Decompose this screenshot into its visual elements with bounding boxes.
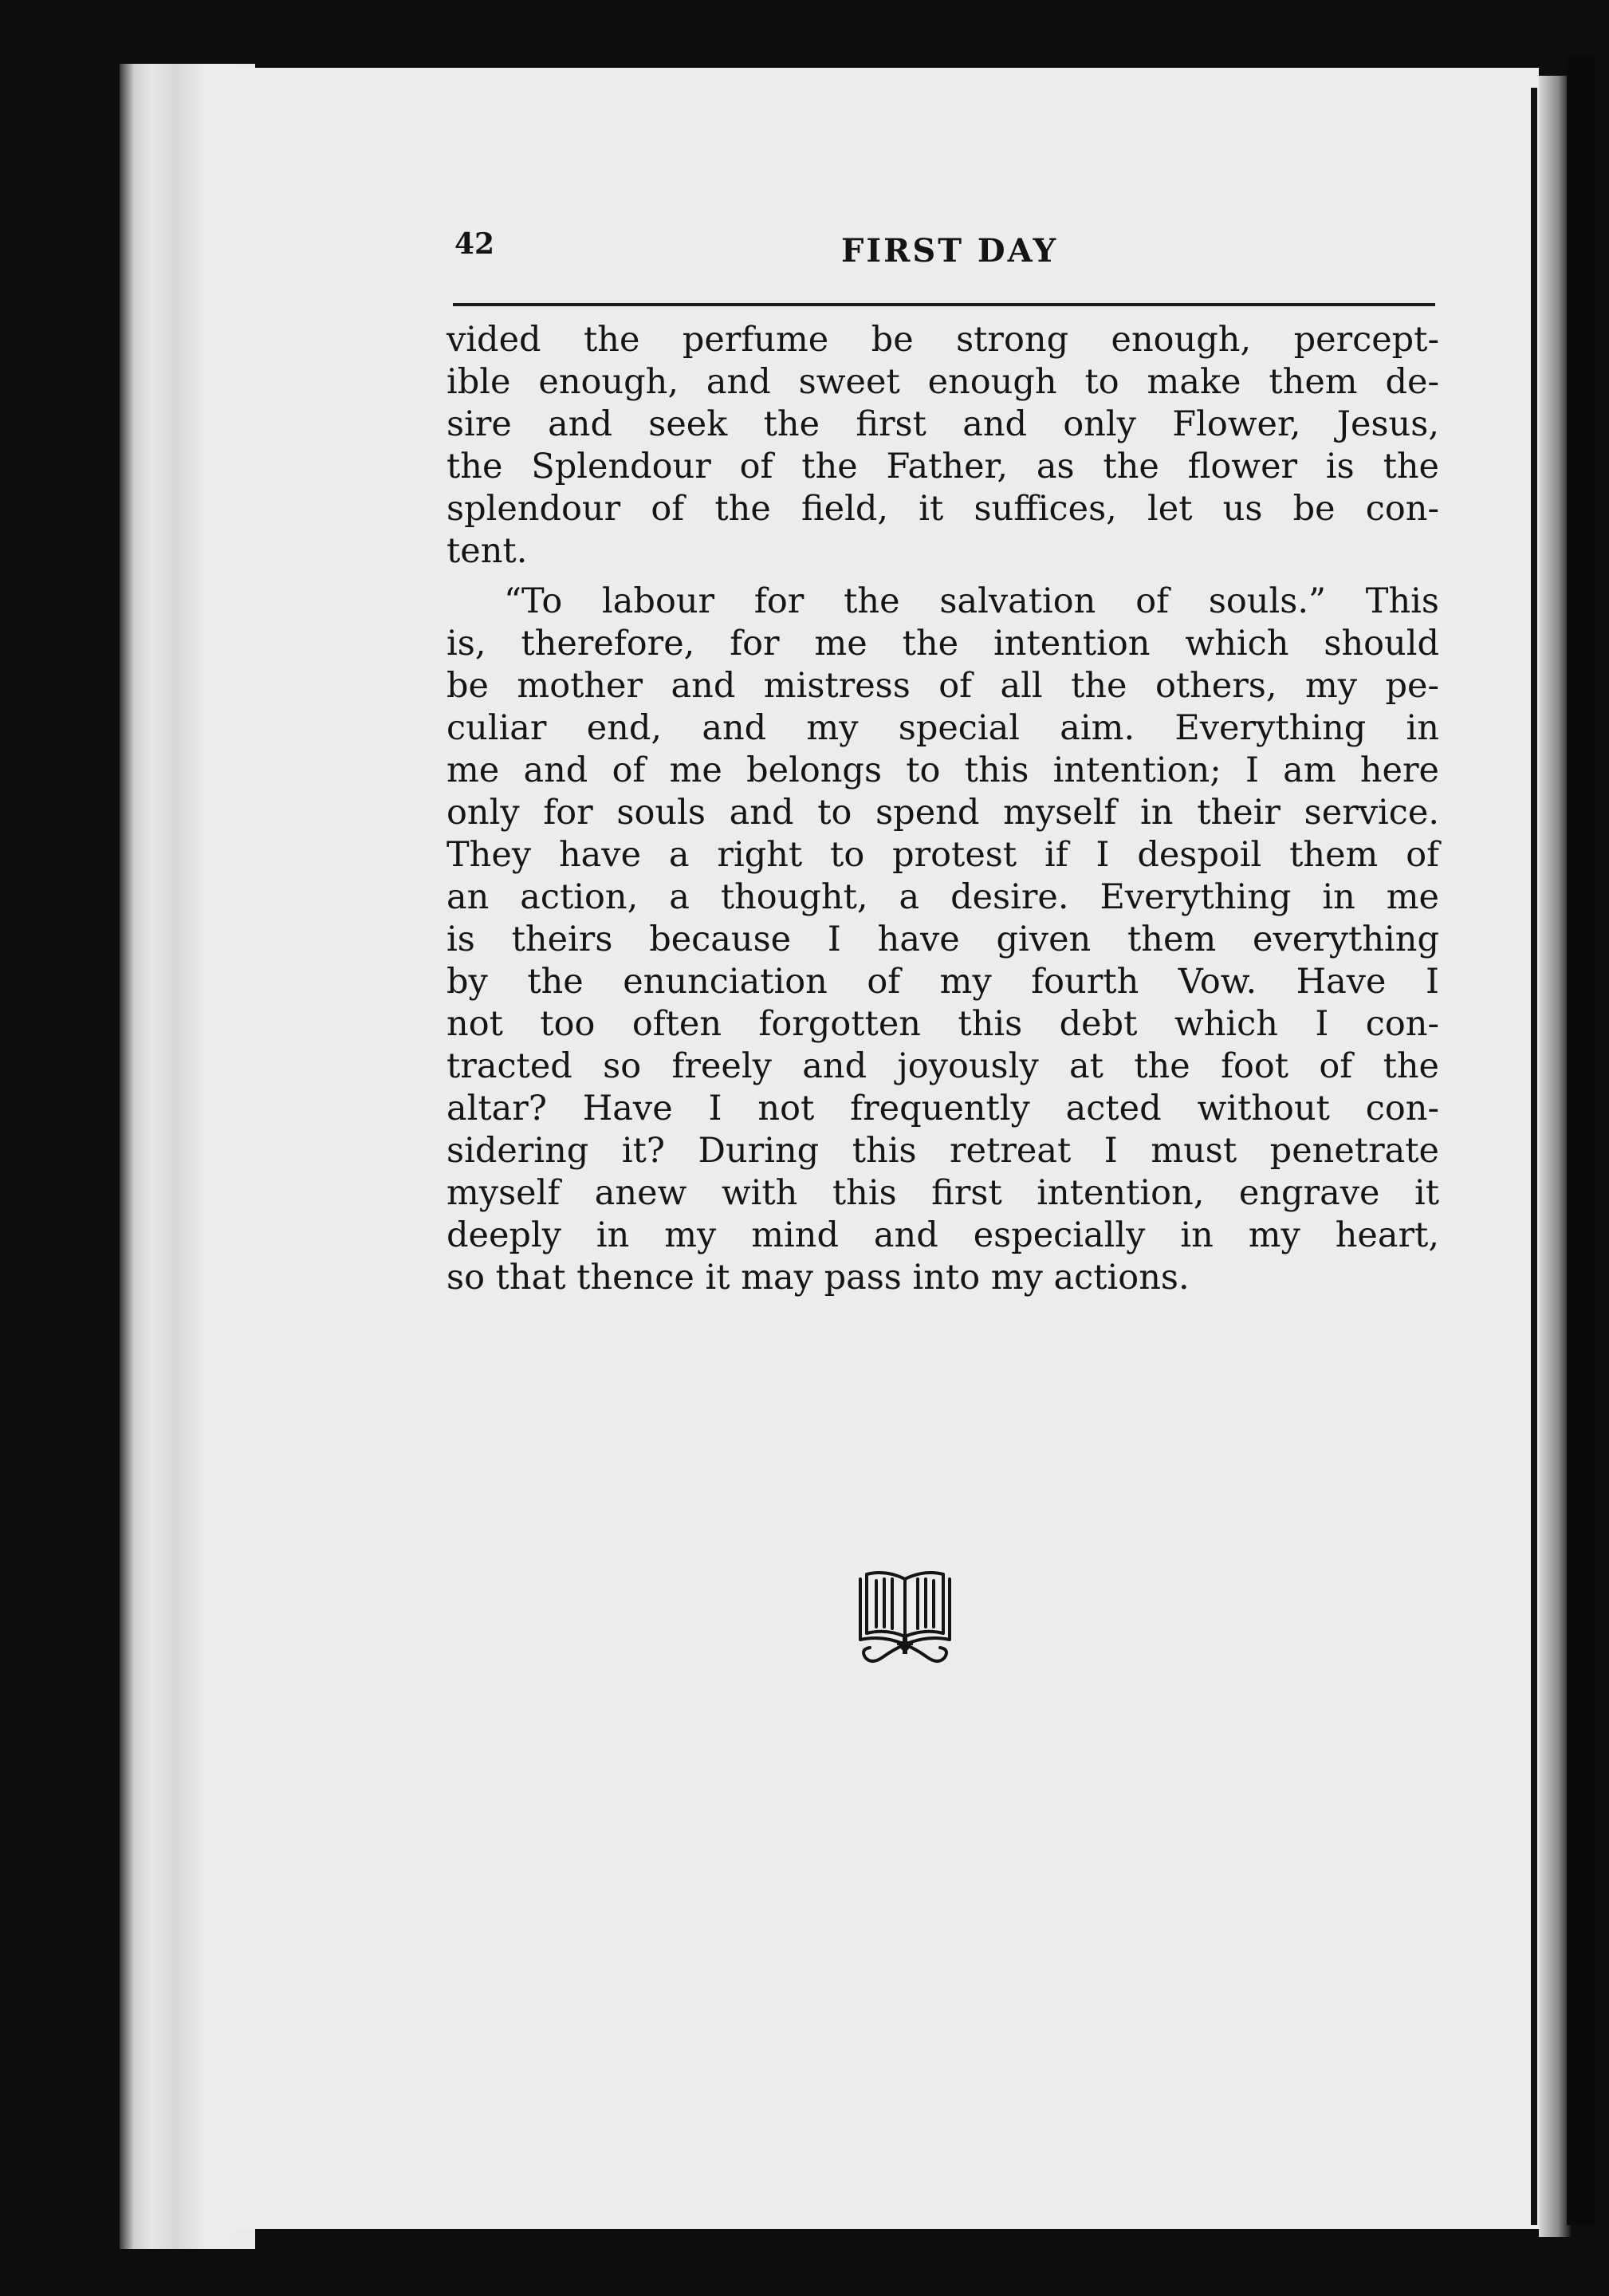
- text-line: by the enunciation of my fourth Vow. Have I: [447, 962, 1439, 1002]
- text-line: an action, a thought, a desire. Everything in me: [447, 877, 1439, 917]
- text-line: altar? Have I not frequently acted without con-: [447, 1089, 1439, 1128]
- text-line: the Splendour of the Father, as the flower is the: [447, 447, 1439, 486]
- right-shadow: [1567, 56, 1595, 2225]
- text-line: sidering it? During this retreat I must penetrate: [447, 1131, 1439, 1171]
- paragraph-2: [447, 581, 1439, 1299]
- text-line: “To labour for the salvation of souls.” This: [504, 581, 1439, 621]
- text-line: is, therefore, for me the intention which should: [447, 624, 1439, 664]
- page-number: 42: [454, 227, 495, 261]
- page-header: [454, 227, 1435, 275]
- text-line: is theirs because I have given them everything: [447, 920, 1439, 959]
- text-line: not too often forgotten this debt which I con-: [447, 1004, 1439, 1044]
- text-line: tracted so freely and joyously at the foot of the: [447, 1046, 1439, 1086]
- text-line: myself anew with this first intention, engrave it: [447, 1173, 1439, 1213]
- paragraph-1: [447, 319, 1439, 573]
- text-line: tent.: [447, 531, 528, 571]
- header-rule: [453, 303, 1435, 306]
- right-page-edge: [1539, 76, 1571, 2237]
- text-line: splendour of the field, it suffices, let us be con-: [447, 489, 1439, 529]
- text-line: They have a right to protest if I despoil them of: [447, 835, 1439, 875]
- text-line: me and of me belongs to this intention; I am here: [447, 750, 1439, 790]
- text-line: so that thence it may pass into my actions.: [447, 1258, 1190, 1298]
- text-line: only for souls and to spend myself in their service.: [447, 793, 1439, 833]
- text-line: vided the perfume be strong enough, percept-: [447, 320, 1439, 360]
- page-gutter: [1531, 88, 1537, 2225]
- text-line: be mother and mistress of all the others, my pe-: [447, 666, 1439, 706]
- open-book-ornament-icon: [849, 1563, 961, 1675]
- text-line: culiar end, and my special aim. Everything in: [447, 708, 1439, 748]
- text-line: deeply in my mind and especially in my heart,: [447, 1215, 1439, 1255]
- text-line: ible enough, and sweet enough to make them de-: [447, 362, 1439, 402]
- running-head: FIRST DAY: [841, 232, 1059, 270]
- text-line: sire and seek the first and only Flower, Jesus,: [447, 404, 1439, 444]
- body-text: [447, 319, 1439, 1307]
